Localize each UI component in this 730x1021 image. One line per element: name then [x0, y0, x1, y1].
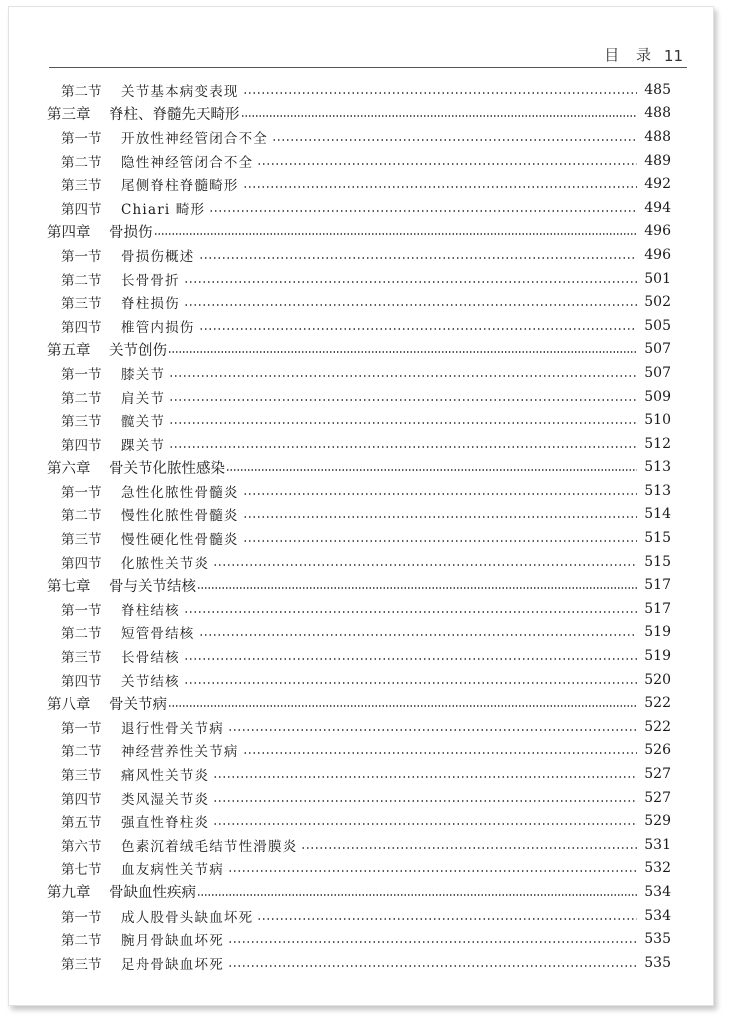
section-number: 第二节	[61, 390, 102, 407]
toc-entry-label	[47, 811, 209, 831]
toc-section-entry	[47, 597, 671, 621]
toc-page-number: 522	[644, 695, 671, 712]
toc-entry-label	[47, 858, 224, 878]
toc-section-entry	[47, 786, 671, 810]
dot-leader	[228, 941, 637, 943]
dot-leader	[228, 729, 637, 731]
section-number: 第四节	[61, 673, 102, 690]
section-number: 第三节	[61, 178, 102, 195]
dot-leader	[243, 752, 637, 754]
section-title: 慢性硬化性骨髓炎	[121, 532, 239, 549]
toc-entry-label	[47, 906, 253, 926]
toc-section-entry	[47, 314, 671, 338]
toc-page-number: 489	[644, 152, 671, 169]
toc-entry-label	[47, 151, 253, 171]
toc-entry-label	[47, 198, 205, 218]
toc-section-entry	[47, 385, 671, 409]
dot-leader	[199, 328, 638, 330]
toc-page-number: 510	[644, 412, 671, 429]
toc-section-entry	[47, 762, 671, 786]
toc-entry-label	[47, 316, 195, 336]
toc-chapter-entry	[47, 220, 671, 244]
chapter-title: 脊柱、脊髓先天畸形	[109, 106, 240, 123]
section-title: 痛风性关节炎	[121, 768, 210, 785]
toc-entry-label	[47, 646, 180, 666]
chapter-number: 第五章	[47, 342, 91, 359]
section-title: 化脓性关节炎	[121, 555, 210, 572]
dot-leader	[257, 918, 637, 920]
section-number: 第四节	[61, 437, 102, 454]
header-title: 目 录	[604, 46, 657, 64]
toc-page-number: 505	[644, 317, 671, 334]
section-number: 第三节	[61, 650, 102, 667]
section-number: 第二节	[61, 744, 102, 761]
section-number: 第四节	[61, 201, 102, 218]
document-page	[8, 6, 714, 1006]
toc-page-number: 517	[644, 600, 671, 617]
section-title: 退行性骨关节病	[121, 720, 224, 737]
section-title: 类风湿关节炎	[121, 791, 210, 808]
toc-entry-label	[47, 717, 224, 737]
dot-leader	[169, 446, 637, 448]
section-title: 强直性脊柱炎	[121, 815, 210, 832]
section-title: 神经营养性关节病	[121, 744, 239, 761]
dot-leader	[243, 493, 637, 495]
toc-page-number: 515	[644, 530, 671, 547]
toc-section-entry	[47, 125, 671, 149]
toc-section-entry	[47, 243, 671, 267]
section-number: 第二节	[61, 626, 102, 643]
dot-leader	[228, 870, 637, 872]
section-number: 第二节	[61, 933, 102, 950]
toc-entry-label	[47, 764, 209, 784]
section-title: 肩关节	[121, 390, 166, 407]
dot-leader	[184, 658, 637, 660]
dot-leader	[272, 139, 637, 141]
dot-leader	[184, 304, 637, 306]
section-title: 血友病性关节病	[121, 862, 224, 879]
toc-page-number: 522	[644, 718, 671, 735]
section-title: 慢性化脓性骨髓炎	[121, 508, 239, 525]
dot-leader	[184, 682, 637, 684]
toc-section-entry	[47, 267, 671, 291]
table-of-contents	[47, 78, 671, 975]
toc-entry-label	[47, 127, 268, 147]
section-number: 第二节	[61, 272, 102, 289]
toc-section-entry	[47, 149, 671, 173]
dot-leader	[168, 351, 637, 353]
section-number: 第一节	[61, 720, 102, 737]
toc-entry-label	[47, 103, 240, 124]
chapter-title: 骨缺血性疾病	[109, 885, 196, 902]
toc-entry-label	[47, 929, 224, 949]
dot-leader	[301, 847, 637, 849]
toc-section-entry	[47, 833, 671, 857]
section-title: 短管骨结核	[121, 626, 195, 643]
section-number: 第二节	[61, 83, 102, 100]
toc-page-number: 531	[644, 836, 671, 853]
toc-section-entry	[47, 644, 671, 668]
dot-leader	[168, 705, 637, 707]
toc-entry-label	[47, 670, 180, 690]
toc-entry-label	[47, 80, 239, 100]
toc-entry-label	[47, 788, 209, 808]
section-title: 隐性神经管闭合不全	[121, 154, 254, 171]
toc-page-number: 514	[644, 506, 671, 523]
toc-page-number: 532	[644, 860, 671, 877]
toc-page-number: 501	[644, 270, 671, 287]
toc-entry-label	[47, 434, 165, 454]
section-title: 长骨结核	[121, 650, 180, 667]
section-title: Chiari 畸形	[121, 201, 206, 218]
toc-entry-label	[47, 552, 209, 572]
toc-section-entry	[47, 196, 671, 220]
toc-entry-label	[47, 953, 224, 973]
toc-section-entry	[47, 290, 671, 314]
dot-leader	[213, 823, 637, 825]
toc-entry-label	[47, 881, 196, 902]
toc-page-number: 488	[644, 128, 671, 145]
section-number: 第一节	[61, 484, 102, 501]
dot-leader	[169, 399, 637, 401]
dot-leader	[199, 634, 638, 636]
toc-section-entry	[47, 526, 671, 550]
toc-entry-label	[47, 292, 180, 312]
toc-entry-label	[47, 269, 180, 289]
chapter-title: 骨关节病	[109, 696, 167, 713]
toc-page-number: 526	[644, 742, 671, 759]
toc-page-number: 529	[644, 813, 671, 830]
chapter-number: 第四章	[47, 224, 91, 241]
toc-page-number: 492	[644, 176, 671, 193]
section-number: 第一节	[61, 248, 102, 265]
section-title: 成人股骨头缺血坏死	[121, 909, 254, 926]
chapter-number: 第六章	[47, 460, 91, 477]
section-title: 开放性神经管闭合不全	[121, 130, 268, 147]
toc-chapter-entry	[47, 456, 671, 480]
toc-entry-label	[47, 599, 180, 619]
chapter-title: 关节创伤	[109, 342, 167, 359]
toc-page-number: 507	[644, 341, 671, 358]
toc-section-entry	[47, 503, 671, 527]
toc-page-number: 535	[644, 931, 671, 948]
toc-page-number: 520	[644, 671, 671, 688]
section-title: 脊柱损伤	[121, 296, 180, 313]
toc-section-entry	[47, 715, 671, 739]
toc-page-number: 513	[644, 459, 671, 476]
section-title: 尾侧脊柱脊髓畸形	[121, 178, 239, 195]
toc-section-entry	[47, 621, 671, 645]
section-number: 第二节	[61, 508, 102, 525]
dot-leader	[243, 540, 637, 542]
toc-section-entry	[47, 78, 671, 102]
toc-page-number: 517	[644, 577, 671, 594]
toc-section-entry	[47, 479, 671, 503]
section-number: 第二节	[61, 154, 102, 171]
toc-entry-label	[47, 575, 196, 596]
toc-chapter-entry	[47, 102, 671, 126]
chapter-number: 第八章	[47, 696, 91, 713]
dot-leader	[169, 422, 637, 424]
toc-page-number: 485	[644, 81, 671, 98]
toc-page-number: 519	[644, 624, 671, 641]
toc-page-number: 507	[644, 364, 671, 381]
toc-section-entry	[47, 927, 671, 951]
section-number: 第七节	[61, 862, 102, 879]
chapter-title: 骨与关节结核	[109, 578, 196, 595]
chapter-number: 第九章	[47, 885, 91, 902]
toc-entry-label	[47, 740, 239, 760]
dot-leader	[228, 965, 637, 967]
toc-section-entry	[47, 951, 671, 975]
toc-section-entry	[47, 904, 671, 928]
toc-section-entry	[47, 668, 671, 692]
toc-page-number: 527	[644, 789, 671, 806]
section-title: 脊柱结核	[121, 602, 180, 619]
toc-section-entry	[47, 809, 671, 833]
section-title: 关节基本病变表现	[121, 83, 239, 100]
section-number: 第三节	[61, 532, 102, 549]
header-page-number: 11	[663, 47, 683, 65]
chapter-number: 第三章	[47, 106, 91, 123]
section-title: 足舟骨缺血坏死	[121, 956, 224, 973]
toc-chapter-entry	[47, 691, 671, 715]
dot-leader	[213, 800, 637, 802]
toc-chapter-entry	[47, 338, 671, 362]
toc-page-number: 494	[644, 199, 671, 216]
section-title: 长骨骨折	[121, 272, 180, 289]
toc-page-number: 513	[644, 482, 671, 499]
chapter-title: 骨损伤	[109, 224, 153, 241]
section-number: 第一节	[61, 602, 102, 619]
section-number: 第三节	[61, 414, 102, 431]
section-title: 椎管内损伤	[121, 319, 195, 336]
section-number: 第一节	[61, 366, 102, 383]
dot-leader	[257, 163, 637, 165]
toc-entry-label	[47, 387, 165, 407]
toc-section-entry	[47, 857, 671, 881]
toc-page-number: 534	[644, 883, 671, 900]
section-number: 第五节	[61, 815, 102, 832]
dot-leader	[184, 281, 637, 283]
toc-page-number: 512	[644, 435, 671, 452]
section-number: 第三节	[61, 956, 102, 973]
toc-page-number: 496	[644, 246, 671, 263]
section-number: 第六节	[61, 838, 102, 855]
dot-leader	[241, 115, 638, 117]
toc-page-number: 509	[644, 388, 671, 405]
toc-page-number: 515	[644, 553, 671, 570]
section-title: 膝关节	[121, 366, 166, 383]
toc-section-entry	[47, 408, 671, 432]
dot-leader	[243, 92, 637, 94]
toc-section-entry	[47, 432, 671, 456]
toc-entry-label	[47, 622, 195, 642]
toc-entry-label	[47, 363, 165, 383]
dot-leader	[209, 210, 637, 212]
dot-leader	[243, 186, 637, 188]
section-number: 第三节	[61, 296, 102, 313]
toc-entry-label	[47, 339, 167, 360]
section-number: 第一节	[61, 909, 102, 926]
toc-entry-label	[47, 174, 239, 194]
page-header	[49, 45, 687, 68]
section-title: 关节结核	[121, 673, 180, 690]
dot-leader	[243, 516, 637, 518]
section-number: 第四节	[61, 555, 102, 572]
toc-entry-label	[47, 457, 225, 478]
section-title: 髋关节	[121, 414, 166, 431]
toc-page-number: 488	[644, 105, 671, 122]
toc-section-entry	[47, 550, 671, 574]
dot-leader	[213, 776, 637, 778]
dot-leader	[154, 233, 638, 235]
toc-page-number: 502	[644, 294, 671, 311]
dot-leader	[169, 375, 637, 377]
section-number: 第三节	[61, 768, 102, 785]
section-title: 急性化脓性骨髓炎	[121, 484, 239, 501]
toc-section-entry	[47, 172, 671, 196]
section-number: 第一节	[61, 130, 102, 147]
toc-entry-label	[47, 245, 195, 265]
section-number: 第四节	[61, 319, 102, 336]
dot-leader	[226, 469, 637, 471]
dot-leader	[199, 257, 638, 259]
toc-entry-label	[47, 528, 239, 548]
toc-entry-label	[47, 410, 165, 430]
toc-entry-label	[47, 481, 239, 501]
toc-entry-label	[47, 504, 239, 524]
toc-entry-label	[47, 835, 297, 855]
toc-page-number: 535	[644, 954, 671, 971]
section-title: 色素沉着绒毛结节性滑膜炎	[121, 838, 298, 855]
toc-page-number: 527	[644, 766, 671, 783]
section-title: 踝关节	[121, 437, 166, 454]
toc-chapter-entry	[47, 880, 671, 904]
dot-leader	[197, 587, 637, 589]
section-title: 腕月骨缺血坏死	[121, 933, 224, 950]
chapter-title: 骨关节化脓性感染	[109, 460, 225, 477]
toc-page-number: 519	[644, 648, 671, 665]
toc-section-entry	[47, 739, 671, 763]
toc-entry-label	[47, 693, 167, 714]
dot-leader	[184, 611, 637, 613]
chapter-number: 第七章	[47, 578, 91, 595]
dot-leader	[213, 564, 637, 566]
section-title: 骨损伤概述	[121, 248, 195, 265]
toc-chapter-entry	[47, 573, 671, 597]
toc-entry-label	[47, 221, 153, 242]
toc-section-entry	[47, 361, 671, 385]
dot-leader	[197, 894, 637, 896]
section-number: 第四节	[61, 791, 102, 808]
toc-page-number: 496	[644, 223, 671, 240]
toc-page-number: 534	[644, 907, 671, 924]
